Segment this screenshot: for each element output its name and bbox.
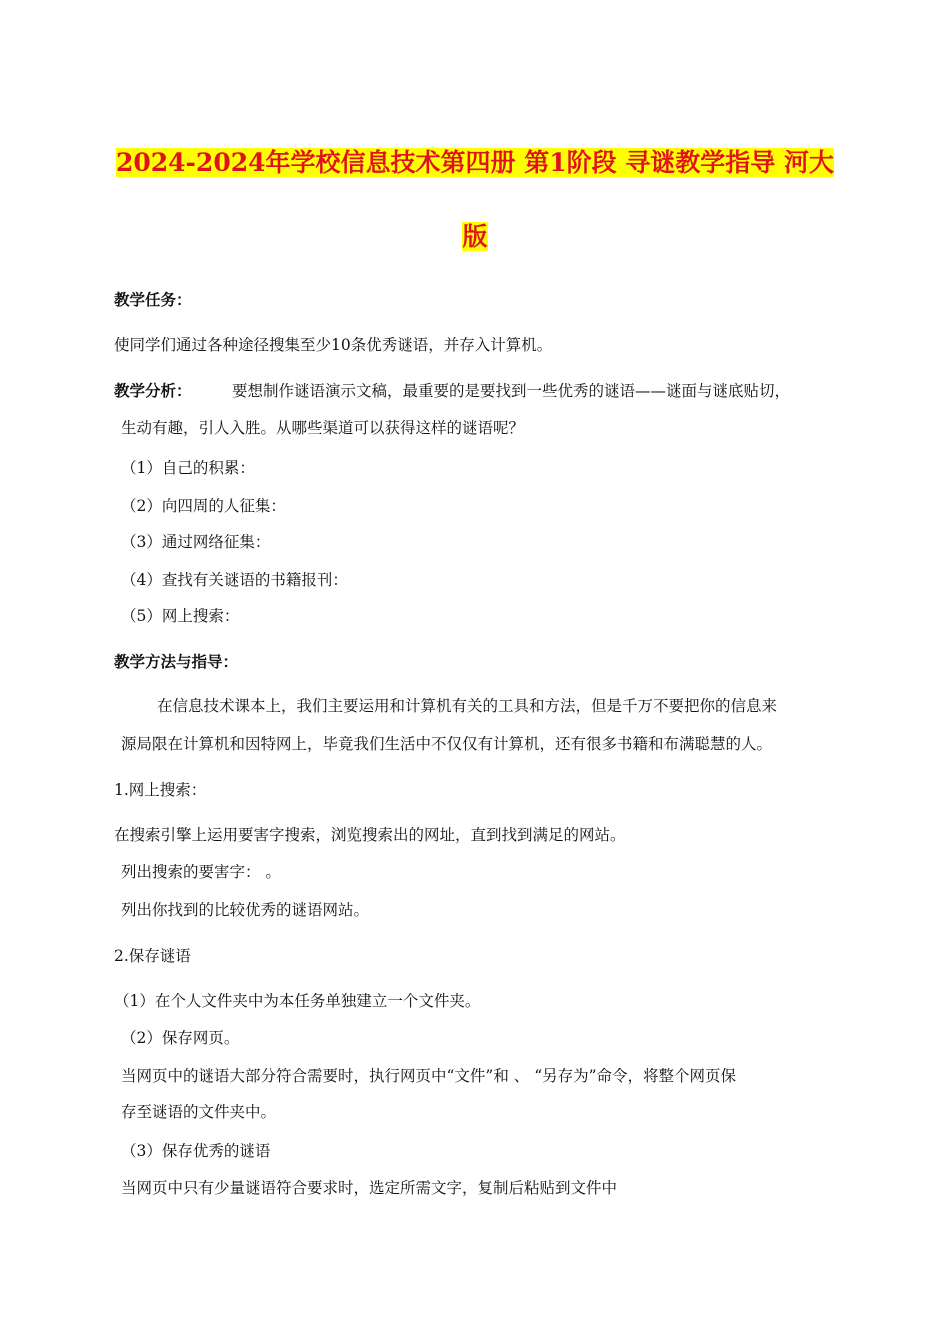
section2-heading: 2.保存谜语: [114, 947, 191, 965]
document-title-line1: [0, 146, 950, 180]
section2-step2-text-line2: 存至谜语的文件夹中。: [121, 1103, 277, 1121]
document-title-text-1: 2024-2024年学校信息技术第四册 第1阶段 寻谜教学指导 河大: [115, 148, 835, 177]
section2-step2-text-line1: 当网页中的谜语大部分符合需要时，执行网页中“文件”和 、 “另存为”命令，将整个网页保: [121, 1067, 737, 1085]
method-text-line2: 源局限在计算机和因特网上，毕竟我们生活中不仅仅有计算机，还有很多书籍和布满聪慧的人。: [121, 735, 773, 753]
analysis-heading: 教学分析：: [114, 381, 192, 400]
analysis-text-line2: 生动有趣，引人入胜。从哪些渠道可以获得这样的谜语呢？: [121, 419, 525, 437]
task-heading: 教学任务：: [114, 290, 192, 309]
analysis-text-line1: 要想制作谜语演示文稿，最重要的是要找到一些优秀的谜语——谜面与谜底贴切，: [232, 382, 791, 400]
document-title-line2: [0, 220, 950, 254]
section2-step1: （1）在个人文件夹中为本任务单独建立一个文件夹。: [114, 992, 481, 1010]
channel-item-1: （1）自己的积累：: [121, 459, 255, 477]
channel-item-2: （2）向四周的人征集：: [121, 497, 286, 515]
section1-text: 在搜索引擎上运用要害字搜索，浏览搜索出的网址，直到找到满足的网站。: [114, 826, 626, 844]
channel-item-5: （5）网上搜索：: [121, 607, 240, 625]
channel-item-4: （4）查找有关谜语的书籍报刊：: [121, 571, 348, 589]
section2-step3-text: 当网页中只有少量谜语符合要求时，选定所需文字，复制后粘贴到文件中: [121, 1179, 618, 1197]
section2-step2: （2）保存网页。: [121, 1029, 240, 1047]
document-title-text-2: 版: [462, 222, 488, 251]
section2-step3: （3）保存优秀的谜语: [121, 1142, 271, 1160]
section1-heading: 1.网上搜索：: [114, 781, 207, 799]
channel-item-3: （3）通过网络征集：: [121, 533, 271, 551]
section1-item-websites: 列出你找到的比较优秀的谜语网站。: [121, 901, 370, 919]
method-heading: 教学方法与指导：: [114, 652, 239, 671]
section1-item-keywords: 列出搜索的要害字： 。: [121, 863, 281, 881]
method-text-line1: 在信息技术课本上，我们主要运用和计算机有关的工具和方法，但是千万不要把你的信息来: [157, 697, 778, 715]
task-text: 使同学们通过各种途径搜集至少10条优秀谜语，并存入计算机。: [114, 336, 553, 354]
